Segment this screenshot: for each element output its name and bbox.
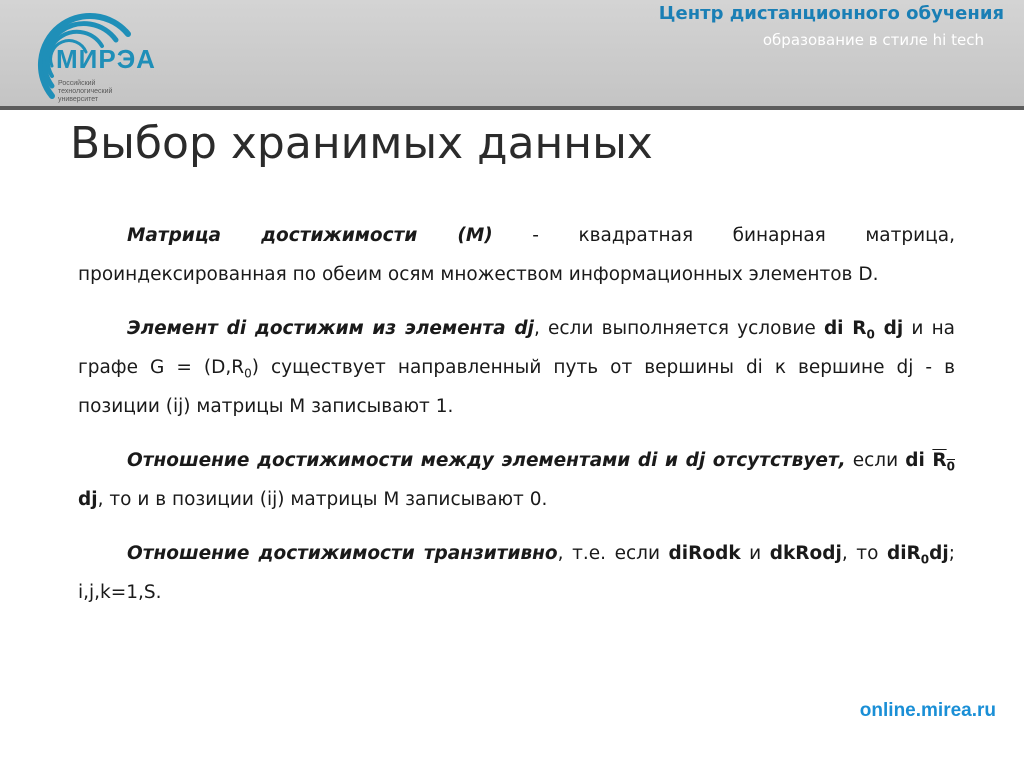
paragraph-transitivity — [78, 534, 955, 612]
condition-expr — [823, 318, 904, 342]
condition-part: dj — [874, 318, 904, 339]
relation-symbol: R — [932, 450, 947, 471]
header-title: Центр дистанционного обучения — [658, 3, 1004, 24]
negated-relation — [932, 450, 955, 474]
definition-text: - квадратная бинарная матрица, проиндексированная по обеим осям множеством информационных элементов D. — [78, 225, 955, 285]
term-transitivity: Отношение достижимости транзитивно — [127, 543, 558, 564]
expr-dkrodj: dkRodj — [769, 543, 842, 564]
text-segment: , то и в позиции (ij) матрицы М записывают 0. — [97, 489, 548, 510]
condition-part: di — [905, 450, 933, 471]
paragraph-reachable-element — [78, 309, 955, 426]
logo-wordmark: МИРЭА — [56, 44, 156, 74]
footer-site-link[interactable]: online.mirea.ru — [859, 700, 996, 721]
text-segment: , то — [841, 543, 887, 564]
expr-dirodj — [886, 543, 949, 567]
text-segment: , т.е. если — [557, 543, 669, 564]
expr-part: dj — [929, 543, 949, 564]
condition-subscript: 0 — [866, 327, 875, 342]
logo-subtext: Российский технологический университет — [58, 80, 113, 103]
mirea-logo — [4, 4, 174, 104]
text-segment: и — [740, 543, 770, 564]
term-no-reachability: Отношение достижимости между элементами di и dj отсутствует, — [127, 450, 846, 471]
header-divider — [0, 106, 1024, 110]
paragraph-reachability-matrix — [78, 216, 955, 294]
text-segment: если — [845, 450, 906, 471]
header-subtitle: образование в стиле hi tech — [762, 31, 984, 49]
text-segment: , если выполняется условие — [533, 318, 824, 339]
text-segment: ) существует направленный путь от вершины di к вершине dj - в позиции (ij) матрицы М записывают 1. — [78, 357, 955, 417]
expr-dirodk: diRodk — [668, 543, 741, 564]
expr-subscript: 0 — [920, 552, 930, 567]
condition-part: di R — [823, 318, 867, 339]
expr-part: diR — [886, 543, 921, 564]
paragraph-no-reachability — [78, 441, 955, 519]
term-reachable-element: Элемент di достижим из элемента dj — [127, 318, 534, 339]
condition-part: dj — [78, 489, 98, 510]
text-segment: и на графе G = (D,R — [78, 318, 956, 378]
slide-content — [78, 216, 955, 627]
graph-subscript: 0 — [244, 366, 252, 381]
text-segment: ; i,j,k=1,S. — [78, 543, 955, 603]
term-reachability-matrix: Матрица достижимости (М) — [127, 225, 493, 246]
slide-title: Выбор хранимых данных — [70, 118, 653, 169]
condition-subscript: 0 — [946, 459, 955, 474]
